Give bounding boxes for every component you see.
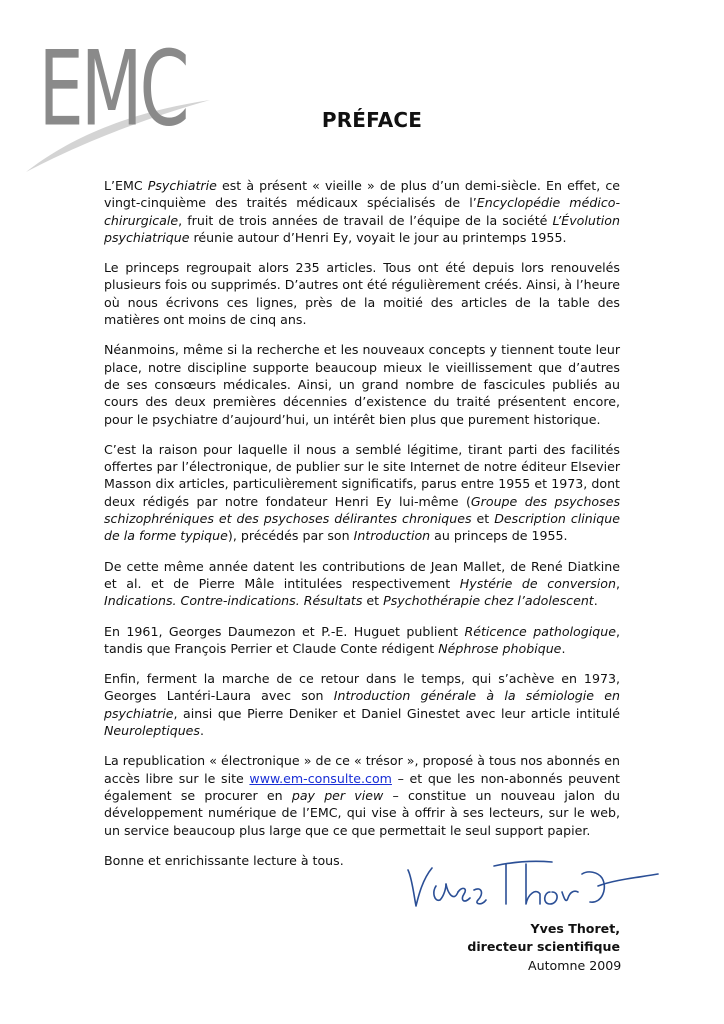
text-run: De cette même année datent les contributions de Jean Mallet, de René Diatkine et al. et de Pierre Mâle intitulées respectivement xyxy=(104,558,620,591)
preface-body xyxy=(104,177,620,882)
italic-title: Psychothérapie chez l’adolescent xyxy=(383,593,594,609)
paragraph xyxy=(104,441,620,545)
italic-title: Introduction générale à la sémiologie en psychiatrie xyxy=(104,688,621,721)
text-run: , xyxy=(615,575,620,591)
paragraph xyxy=(104,752,620,838)
italic-title: Hystérie de conversion xyxy=(459,575,616,591)
text-run: est à présent « vieille » de plus d’un demi-siècle. En effet, ce vingt-cinquième des traités médicaux spécialisés de l’ xyxy=(104,178,620,211)
italic-title: Neuroleptiques xyxy=(104,723,200,739)
website-link[interactable]: www.em-consulte.com xyxy=(249,770,392,786)
text-run: . xyxy=(593,593,598,609)
text-run: et xyxy=(471,511,495,527)
text-run: . xyxy=(561,640,566,656)
paragraph xyxy=(104,623,620,658)
text-run: , fruit de trois années de travail de l’équipe de la société xyxy=(178,212,553,228)
text-run: et xyxy=(362,593,384,609)
italic-title: Groupe des psychoses schizophréniques et des psychoses délirantes chroniques xyxy=(104,493,621,527)
signature-block xyxy=(467,920,620,956)
text-run: au princeps de 1955. xyxy=(430,528,568,544)
text-run: Le princeps regroupait alors 235 articles. Tous ont été depuis lors renouvelés plusieurs fois ou supprimés. D’autres ont été régulièrement créés. Ainsi, à l’heure où nous écrivons ces lignes, près de la moitié des articles de la table des matières ont moins de cinq ans. xyxy=(104,260,620,328)
author-name: Yves Thoret, xyxy=(530,921,620,936)
italic-title: Réticence pathologique xyxy=(464,623,616,639)
paragraph xyxy=(104,670,620,739)
text-run: La republication « électronique » de ce « trésor », proposé à tous nos abonnés en accès libre sur le site xyxy=(104,753,620,786)
text-run: – et que les non-abonnés peuvent également se procurer en xyxy=(104,770,620,803)
text-run: Néanmoins, même si la recherche et les nouveaux concepts y tiennent toute leur place, notre discipline supporte beaucoup mieux le vieillissement que d’autres de ses consœurs médicales. Ainsi, un grand nombre de fascicules publiés au cours des deux premières décennies d’existence du traité présentent encore, pour le psychiatre d’aujourd’hui, un intérêt bien plus que purement historique. xyxy=(104,342,620,427)
text-run: réunie autour d’Henri Ey, voyait le jour au printemps 1955. xyxy=(189,229,567,245)
italic-title: Néphrose phobique xyxy=(438,640,562,656)
text-run: C’est la raison pour laquelle il nous a semblé légitime, tirant parti des facilités offertes par l’électronique, de publier sur le site Internet de notre éditeur Elsevier Masson dix articles, particulièrement significatifs, parus entre 1955 et 1973, dont deux rédigés par notre fondateur Henri Ey lui-même ( xyxy=(104,441,620,509)
italic-title: Introduction xyxy=(353,528,431,544)
paragraph xyxy=(104,259,620,328)
text-run: – constitue un nouveau jalon du développement numérique de l’EMC, qui vise à offrir à ses lecteurs, sur le web, un service beaucoup plus large que ce que permettait le seul support papier. xyxy=(104,787,620,838)
text-run: En 1961, Georges Daumezon et P.-E. Huguet publient xyxy=(104,623,465,639)
italic-title: Encyclopédie médico-chirurgicale xyxy=(104,195,620,228)
page-title: PRÉFACE xyxy=(321,108,423,132)
text-run: Bonne et enrichissante lecture à tous. xyxy=(104,852,344,868)
italic-title: Description clinique de la forme typique xyxy=(104,511,620,544)
signature-date: Automne 2009 xyxy=(528,958,622,973)
text-run: , ainsi que Pierre Deniker et Daniel Ginestet avec leur article intitulé xyxy=(173,705,620,721)
text-run: Enfin, ferment la marche de ce retour dans le temps, qui s’achève en 1973, Georges Lantéri-Laura avec son xyxy=(104,671,620,704)
italic-title: L’Évolution psychiatrique xyxy=(104,212,620,245)
paragraph xyxy=(104,177,620,246)
text-run: L’EMC xyxy=(104,178,148,193)
italic-title: pay per view xyxy=(291,787,384,803)
paragraph xyxy=(104,558,620,610)
text-run: ), précédés par son xyxy=(227,528,354,544)
author-role: directeur scientifique xyxy=(467,939,620,954)
italic-title: Psychiatrie xyxy=(147,178,217,193)
paragraph xyxy=(104,341,620,427)
italic-title: Indications. Contre-indications. Résultats xyxy=(104,593,363,609)
emc-logo xyxy=(22,26,212,176)
logo-text: EMC xyxy=(38,29,187,149)
handwritten-signature xyxy=(402,848,664,920)
text-run: . xyxy=(200,723,205,739)
text-run: , tandis que François Perrier et Claude Conte rédigent xyxy=(104,623,620,656)
